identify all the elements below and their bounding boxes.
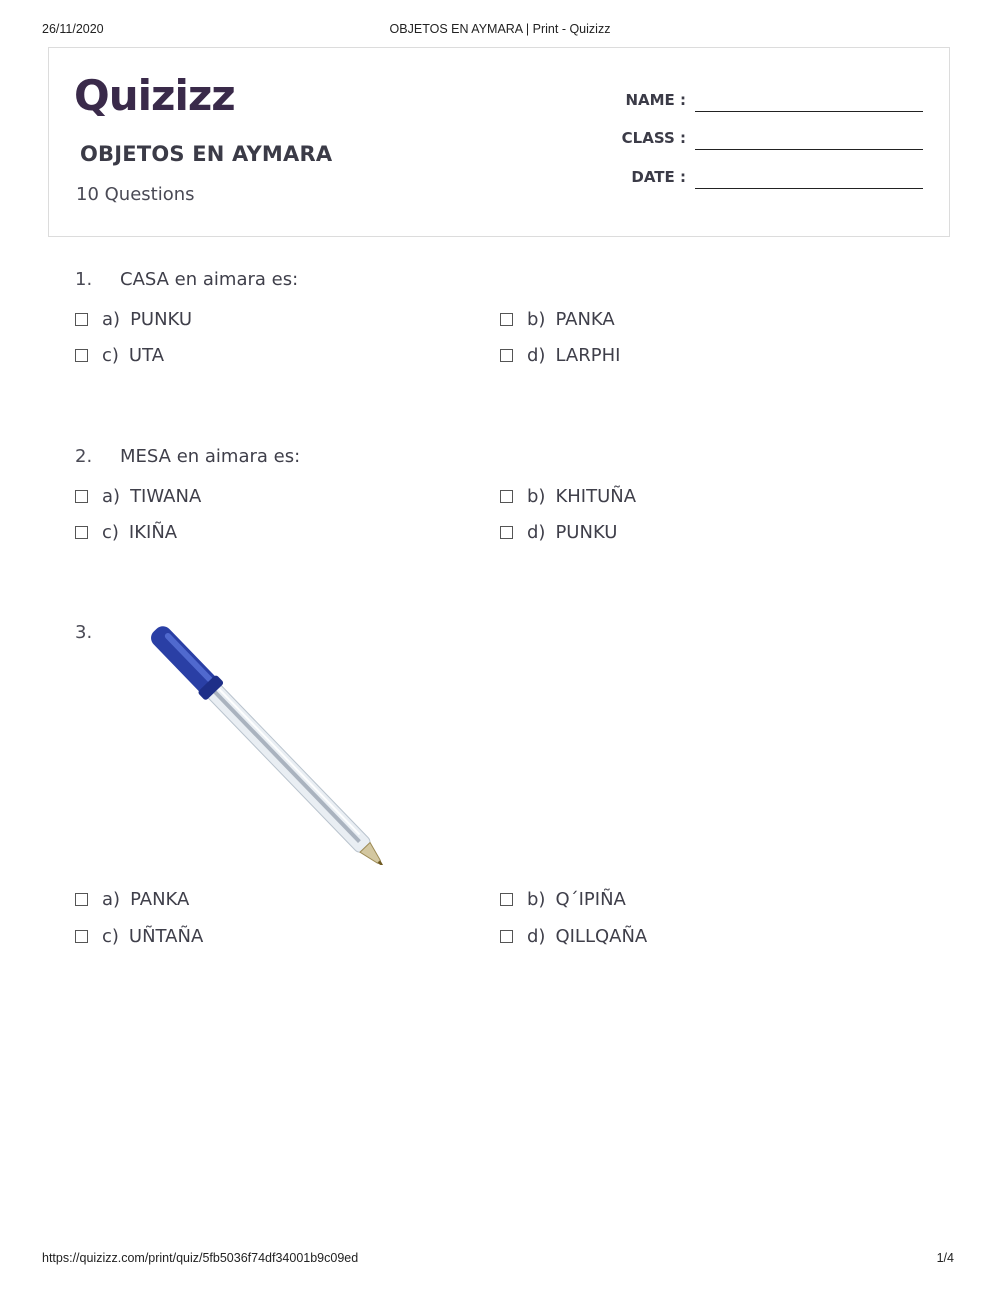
option-text: PUNKU	[130, 308, 193, 330]
checkbox[interactable]	[75, 490, 88, 503]
print-page-number: 1/4	[936, 1251, 954, 1265]
option-letter: c)	[102, 521, 119, 543]
class-label: CLASS :	[621, 129, 686, 147]
quiz-title: OBJETOS EN AYMARA	[80, 142, 333, 166]
question-3-option-d[interactable]	[500, 924, 647, 948]
option-text: KHITUÑA	[555, 485, 637, 507]
print-title: OBJETOS EN AYMARA | Print - Quizizz	[389, 22, 611, 36]
option-text: PUNKU	[555, 521, 618, 543]
question-3-option-c[interactable]	[75, 924, 203, 948]
question-3-option-a[interactable]	[75, 887, 189, 911]
option-text: IKIÑA	[128, 521, 178, 543]
option-letter: b)	[527, 485, 546, 507]
name-field[interactable]	[600, 91, 930, 121]
option-text: Q´IPIÑA	[555, 888, 626, 910]
question-1-option-d[interactable]	[500, 343, 620, 367]
option-text: UÑTAÑA	[128, 925, 204, 947]
option-text: QILLQAÑA	[555, 925, 648, 947]
question-count: 10 Questions	[76, 184, 195, 205]
question-1-text: CASA en aimara es:	[120, 269, 299, 290]
checkbox[interactable]	[75, 526, 88, 539]
question-2-option-d[interactable]	[500, 520, 617, 544]
class-field[interactable]	[600, 129, 930, 159]
question-3-number: 3.	[75, 622, 93, 643]
option-text: PANKA	[555, 308, 615, 330]
option-letter: a)	[102, 308, 121, 330]
question-1-option-b[interactable]	[500, 307, 615, 331]
class-line	[695, 149, 923, 150]
name-line	[695, 111, 923, 112]
checkbox[interactable]	[500, 526, 513, 539]
print-date: 26/11/2020	[42, 22, 104, 36]
question-2-text: MESA en aimara es:	[120, 446, 301, 467]
print-url: https://quizizz.com/print/quiz/5fb5036f74df34001b9c09ed	[42, 1251, 359, 1265]
ballpoint-pen-image	[120, 615, 390, 870]
option-text: UTA	[128, 344, 165, 366]
checkbox[interactable]	[500, 349, 513, 362]
option-letter: d)	[527, 925, 546, 947]
option-letter: c)	[102, 925, 119, 947]
question-1-option-c[interactable]	[75, 343, 164, 367]
name-label: NAME :	[625, 91, 686, 109]
checkbox[interactable]	[500, 893, 513, 906]
option-letter: a)	[102, 485, 121, 507]
option-letter: b)	[527, 308, 546, 330]
checkbox[interactable]	[75, 893, 88, 906]
checkbox[interactable]	[75, 313, 88, 326]
question-1-number: 1.	[75, 269, 93, 290]
question-2-number: 2.	[75, 446, 93, 467]
option-letter: b)	[527, 888, 546, 910]
option-text: PANKA	[130, 888, 190, 910]
checkbox[interactable]	[500, 930, 513, 943]
option-letter: a)	[102, 888, 121, 910]
question-2-option-c[interactable]	[75, 520, 177, 544]
question-1-option-a[interactable]	[75, 307, 192, 331]
checkbox[interactable]	[500, 490, 513, 503]
quizizz-logo	[74, 70, 254, 131]
date-line	[695, 188, 923, 189]
checkbox[interactable]	[75, 930, 88, 943]
option-text: LARPHI	[555, 344, 621, 366]
option-letter: d)	[527, 344, 546, 366]
option-letter: d)	[527, 521, 546, 543]
logo-wordmark: Quizizz	[74, 71, 235, 120]
date-field[interactable]	[600, 168, 930, 198]
option-text: TIWANA	[130, 485, 202, 507]
question-2-option-a[interactable]	[75, 484, 201, 508]
question-2-option-b[interactable]	[500, 484, 636, 508]
checkbox[interactable]	[75, 349, 88, 362]
question-3-option-b[interactable]	[500, 887, 626, 911]
option-letter: c)	[102, 344, 119, 366]
date-label: DATE :	[631, 168, 686, 186]
checkbox[interactable]	[500, 313, 513, 326]
